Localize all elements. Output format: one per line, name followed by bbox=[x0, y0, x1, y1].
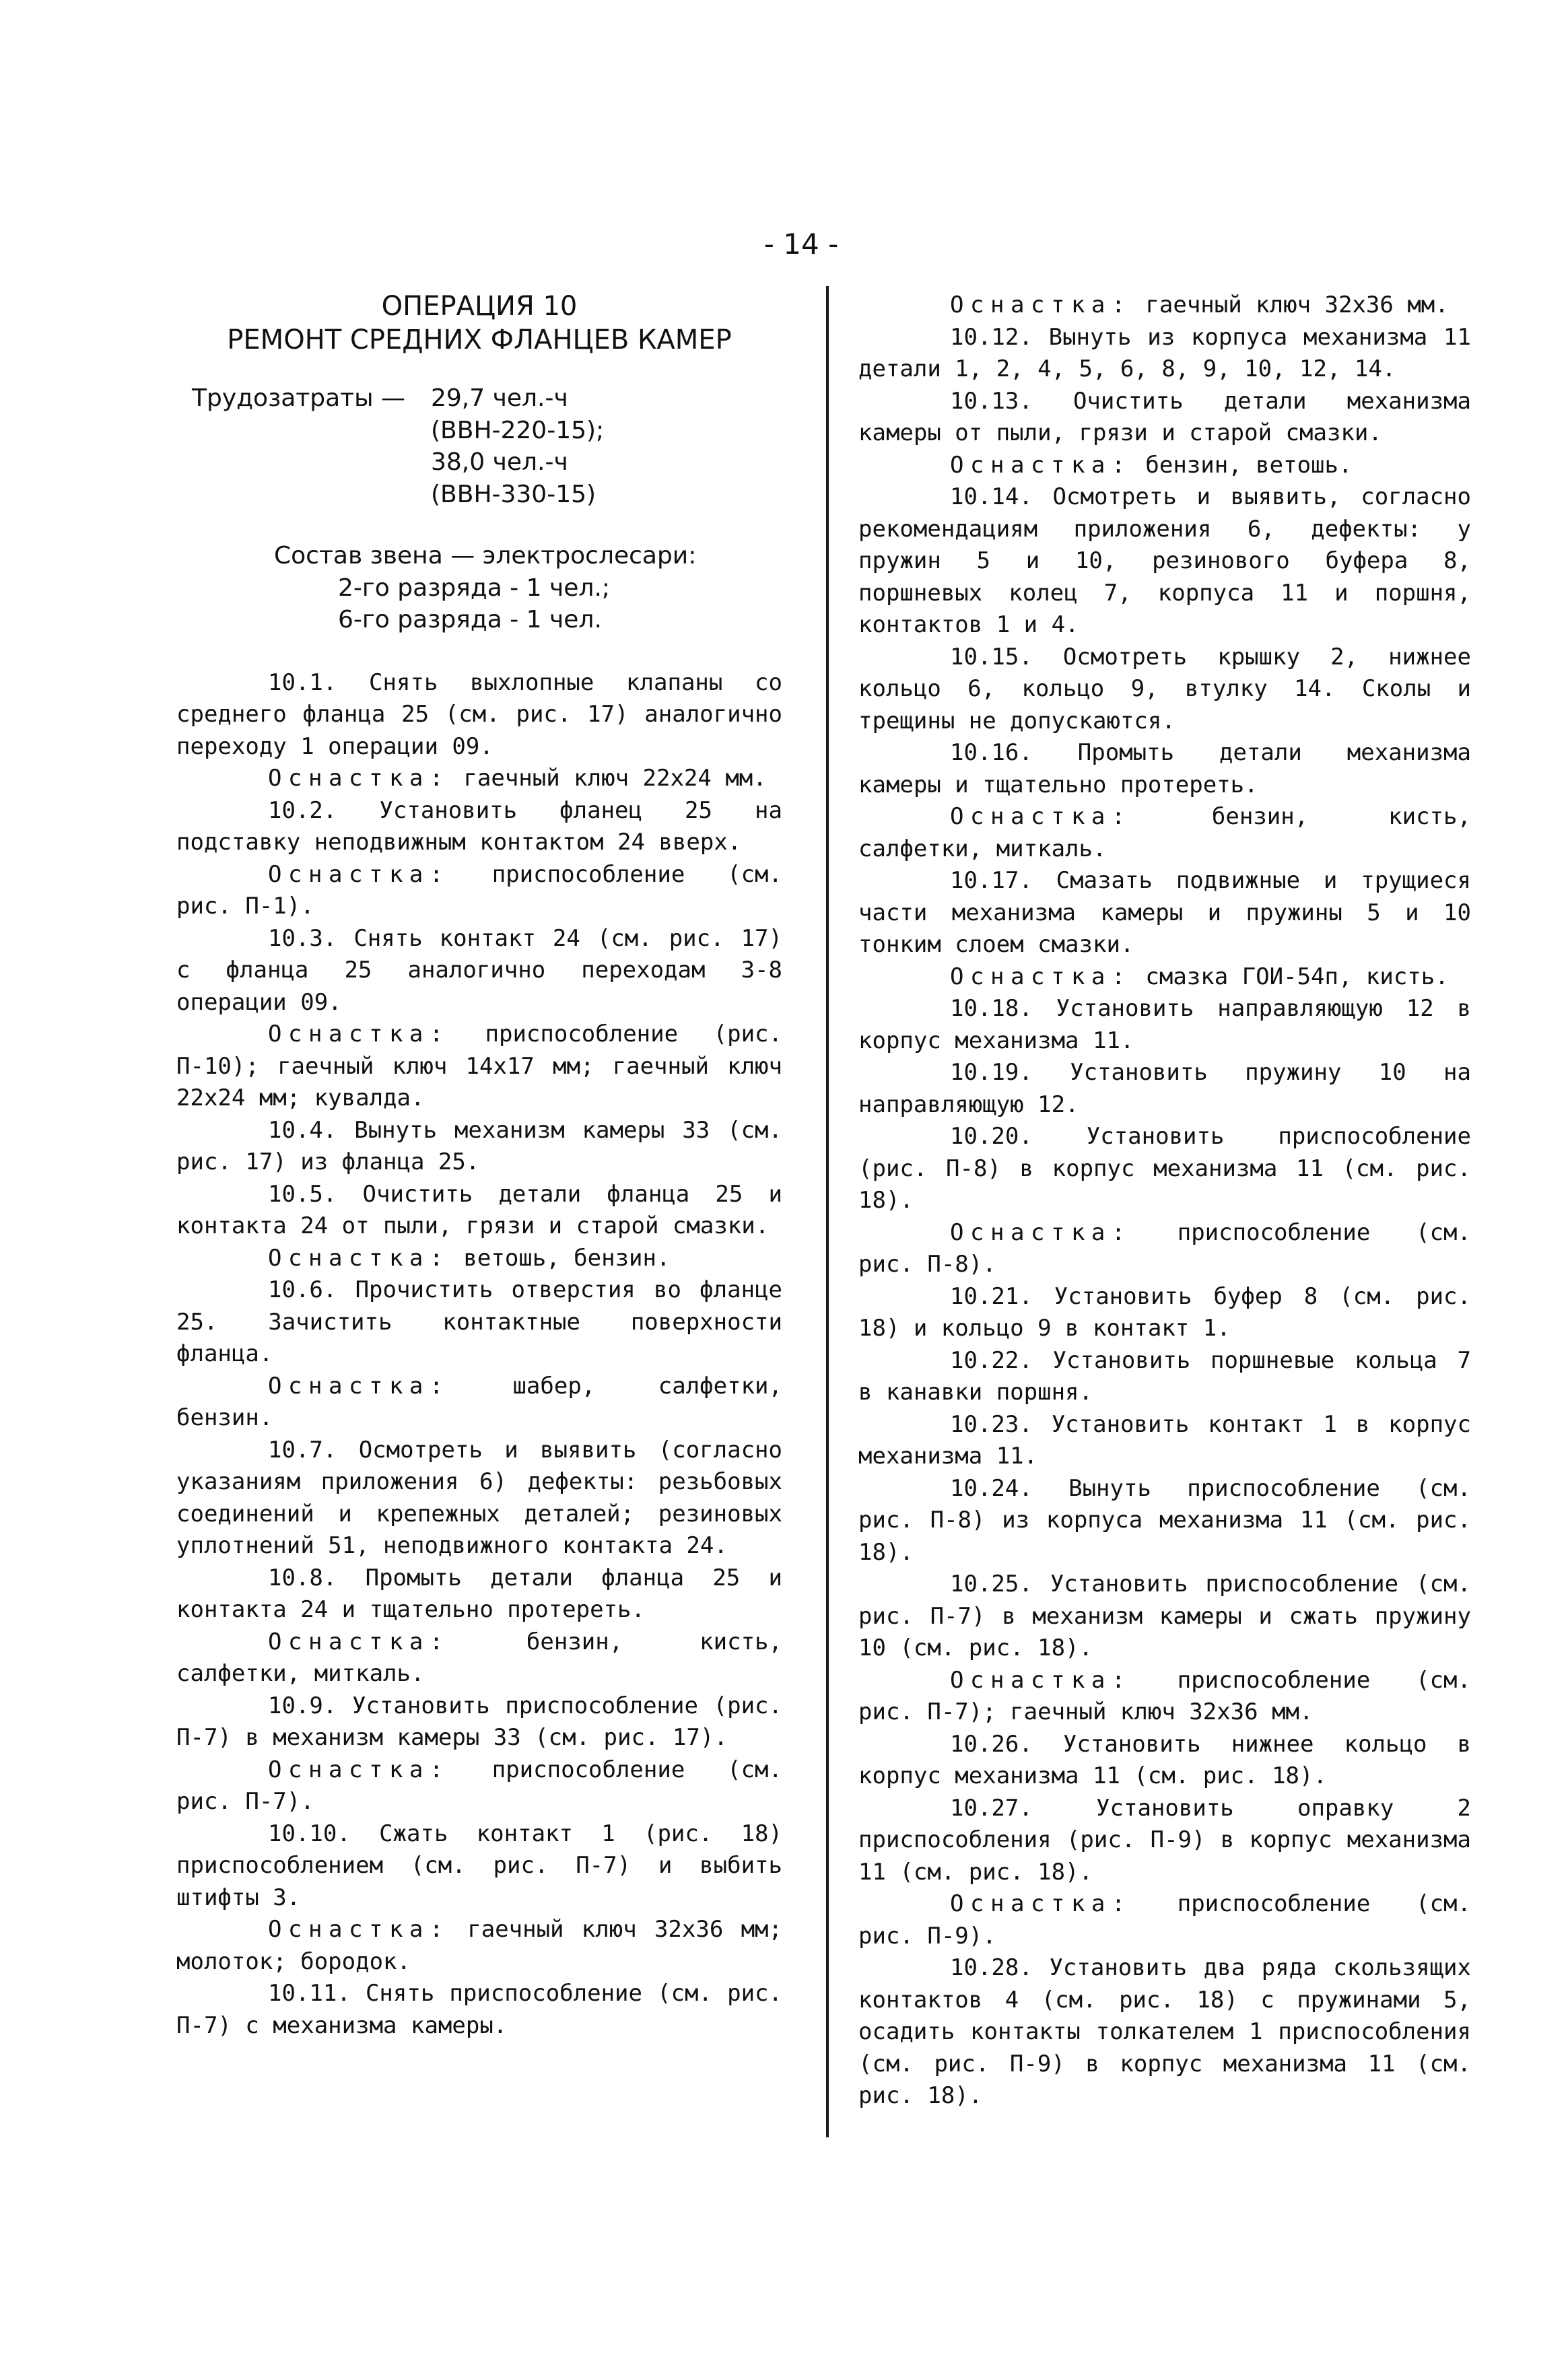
tooling-line bbox=[176, 859, 782, 923]
labor-label: Трудозатраты — bbox=[192, 384, 405, 412]
step-paragraph: 10.15. Осмотреть крышку 2, нижнее кольцо 6, кольцо 9, втулку 14. Сколы и трещины не допускаются. bbox=[858, 643, 1471, 734]
tooling-text: приспособление (см. рис. П-7). bbox=[176, 1756, 782, 1815]
tooling-label: Оснастка: bbox=[950, 1666, 1132, 1694]
step-paragraph: 10.8. Промыть детали фланца 25 и контакта 24 и тщательно протереть. bbox=[176, 1564, 782, 1623]
team-heading: Состав звена — электрослесари: bbox=[274, 542, 697, 570]
step-paragraph: 10.12. Вынуть из корпуса механизма 11 детали 1, 2, 4, 5, 6, 8, 9, 10, 12, 14. bbox=[858, 323, 1471, 382]
tooling-label: Оснастка: bbox=[950, 1890, 1132, 1917]
step-paragraph: 10.28. Установить два ряда скользящих контактов 4 (см. рис. 18) с пружинами 5, осадить контакты толкателем 1 приспособления (см. рис. П-9) в корпус механизма 11 (см. рис. 18). bbox=[858, 1954, 1471, 2109]
step-paragraph: 10.5. Очистить детали фланца 25 и контакта 24 от пыли, грязи и старой смазки. bbox=[176, 1180, 782, 1239]
step-paragraph: 10.26. Установить нижнее кольцо в корпус механизма 11 (см. рис. 18). bbox=[858, 1730, 1471, 1789]
tooling-text: приспособление (см. рис. П-7); гаечный ключ 32x36 мм. bbox=[858, 1666, 1471, 1725]
step-paragraph: 10.13. Очистить детали механизма камеры от пыли, грязи и старой смазки. bbox=[858, 387, 1471, 446]
tooling-label: Оснастка: bbox=[268, 765, 450, 792]
tooling-line bbox=[858, 1217, 1471, 1281]
left-steps bbox=[176, 667, 782, 2042]
tooling-line bbox=[858, 1665, 1471, 1729]
tooling-label: Оснастка: bbox=[950, 451, 1132, 479]
tooling-text: бензин, кисть, салфетки, миткаль. bbox=[176, 1628, 782, 1687]
step-paragraph: 10.20. Установить приспособление (рис. П-8) в корпус механизма 11 (см. рис. 18). bbox=[858, 1123, 1471, 1214]
tooling-text: шабер, салфетки, бензин. bbox=[176, 1372, 782, 1431]
tooling-line bbox=[858, 1888, 1471, 1952]
tooling-line bbox=[858, 801, 1471, 865]
tooling-label: Оснастка: bbox=[268, 1021, 450, 1047]
tooling-label: Оснастка: bbox=[950, 291, 1132, 318]
tooling-text: ветошь, бензин. bbox=[463, 1244, 671, 1272]
tooling-line bbox=[858, 289, 1471, 322]
team-grade: 2-го разряда - 1 чел.; bbox=[338, 574, 611, 602]
labor-value: (ВВН-330-15) bbox=[431, 480, 596, 508]
step-paragraph: 10.22. Установить поршневые кольца 7 в канавки поршня. bbox=[858, 1346, 1471, 1406]
step-paragraph: 10.1. Снять выхлопные клапаны со среднего фланца 25 (см. рис. 17) аналогично переходу 1 операции 09. bbox=[176, 668, 782, 760]
step-paragraph: 10.2. Установить фланец 25 на подставку неподвижным контактом 24 вверх. bbox=[176, 796, 782, 856]
operation-number: ОПЕРАЦИЯ 10 bbox=[381, 291, 578, 322]
tooling-text: бензин, кисть, салфетки, миткаль. bbox=[858, 803, 1471, 862]
tooling-line bbox=[176, 1019, 782, 1115]
team-composition bbox=[176, 540, 782, 636]
tooling-line bbox=[858, 961, 1471, 994]
tooling-text: гаечный ключ 32x36 мм. bbox=[1145, 291, 1449, 318]
right-column bbox=[858, 289, 1471, 2112]
tooling-label: Оснастка: bbox=[268, 860, 450, 888]
step-paragraph: 10.23. Установить контакт 1 в корпус механизма 11. bbox=[858, 1410, 1471, 1470]
step-paragraph: 10.16. Промыть детали механизма камеры и тщательно протереть. bbox=[858, 739, 1471, 798]
operation-title bbox=[176, 289, 782, 357]
left-column bbox=[176, 289, 782, 2042]
tooling-label: Оснастка: bbox=[268, 1628, 450, 1655]
step-paragraph: 10.17. Смазать подвижные и трущиеся части механизма камеры и пружины 5 и 10 тонким слоем смазки. bbox=[858, 867, 1471, 958]
labor-value: (ВВН-220-15); bbox=[431, 416, 605, 444]
labor-value: 38,0 чел.-ч bbox=[431, 448, 568, 476]
tooling-label: Оснастка: bbox=[268, 1244, 450, 1272]
step-paragraph: 10.3. Снять контакт 24 (см. рис. 17) с фланца 25 аналогично переходам 3-8 операции 09. bbox=[176, 924, 782, 1016]
tooling-text: бензин, ветошь. bbox=[1145, 451, 1353, 479]
tooling-line bbox=[176, 1626, 782, 1690]
tooling-text: приспособление (см. рис. П-1). bbox=[176, 860, 782, 920]
tooling-text: смазка ГОИ-54п, кисть. bbox=[1145, 963, 1449, 990]
step-paragraph: 10.21. Установить буфер 8 (см. рис. 18) и кольцо 9 в контакт 1. bbox=[858, 1282, 1471, 1342]
labor-value: 29,7 чел.-ч bbox=[431, 384, 568, 412]
tooling-text: приспособление (см. рис. П-8). bbox=[858, 1218, 1471, 1278]
step-paragraph: 10.27. Установить оправку 2 приспособления (рис. П-9) в корпус механизма 11 (см. рис. 18). bbox=[858, 1794, 1471, 1886]
step-paragraph: 10.18. Установить направляющую 12 в корпус механизма 11. bbox=[858, 995, 1471, 1054]
tooling-line bbox=[176, 1243, 782, 1275]
tooling-label: Оснастка: bbox=[268, 1372, 450, 1400]
tooling-line bbox=[176, 763, 782, 795]
step-paragraph: 10.4. Вынуть механизм камеры 33 (см. рис. 17) из фланца 25. bbox=[176, 1116, 782, 1175]
step-paragraph: 10.14. Осмотреть и выявить, согласно рекомендациям приложения 6, дефекты: у пружин 5 и 10, резинового буфера 8, поршневых колец 7, корпуса 11 и поршня, контактов 1 и 4. bbox=[858, 483, 1471, 638]
column-divider bbox=[826, 286, 829, 2137]
step-paragraph: 10.9. Установить приспособление (рис. П-7) в механизм камеры 33 (см. рис. 17). bbox=[176, 1692, 782, 1751]
tooling-line bbox=[176, 1914, 782, 1978]
tooling-text: приспособление (рис. П-10); гаечный ключ 14x17 мм; гаечный ключ 22x24 мм; кувалда. bbox=[176, 1021, 782, 1111]
tooling-label: Оснастка: bbox=[950, 803, 1132, 830]
labor-costs bbox=[176, 382, 782, 510]
right-steps bbox=[858, 289, 1471, 2112]
tooling-label: Оснастка: bbox=[268, 1916, 450, 1943]
step-paragraph: 10.6. Прочистить отверстия во фланце 25. Зачистить контактные поверхности фланца. bbox=[176, 1276, 782, 1367]
step-paragraph: 10.11. Снять приспособление (см. рис. П-7) с механизма камеры. bbox=[176, 1980, 782, 2039]
tooling-text: гаечный ключ 32x36 мм; молоток; бородок. bbox=[176, 1916, 782, 1975]
tooling-label: Оснастка: bbox=[268, 1756, 450, 1783]
tooling-line bbox=[176, 1754, 782, 1818]
operation-heading: РЕМОНТ СРЕДНИХ ФЛАНЦЕВ КАМЕР bbox=[227, 324, 732, 355]
step-paragraph: 10.19. Установить пружину 10 на направляющую 12. bbox=[858, 1059, 1471, 1118]
page-number: - 14 - bbox=[763, 228, 839, 261]
tooling-text: приспособление (см. рис. П-9). bbox=[858, 1890, 1471, 1950]
tooling-label: Оснастка: bbox=[950, 1218, 1132, 1246]
team-grade: 6-го разряда - 1 чел. bbox=[338, 606, 602, 633]
step-paragraph: 10.10. Сжать контакт 1 (рис. 18) приспособлением (см. рис. П-7) и выбить штифты 3. bbox=[176, 1820, 782, 1911]
tooling-line bbox=[176, 1371, 782, 1435]
tooling-label: Оснастка: bbox=[950, 963, 1132, 990]
step-paragraph: 10.24. Вынуть приспособление (см. рис. П-8) из корпуса механизма 11 (см. рис. 18). bbox=[858, 1474, 1471, 1566]
step-paragraph: 10.7. Осмотреть и выявить (согласно указаниям приложения 6) дефекты: резьбовых соединений и крепежных деталей; резиновых уплотнений 51, неподвижного контакта 24. bbox=[176, 1436, 782, 1559]
tooling-text: гаечный ключ 22x24 мм. bbox=[463, 765, 767, 792]
tooling-line bbox=[858, 450, 1471, 482]
step-paragraph: 10.25. Установить приспособление (см. рис. П-7) в механизм камеры и сжать пружину 10 (см. рис. 18). bbox=[858, 1571, 1471, 1661]
